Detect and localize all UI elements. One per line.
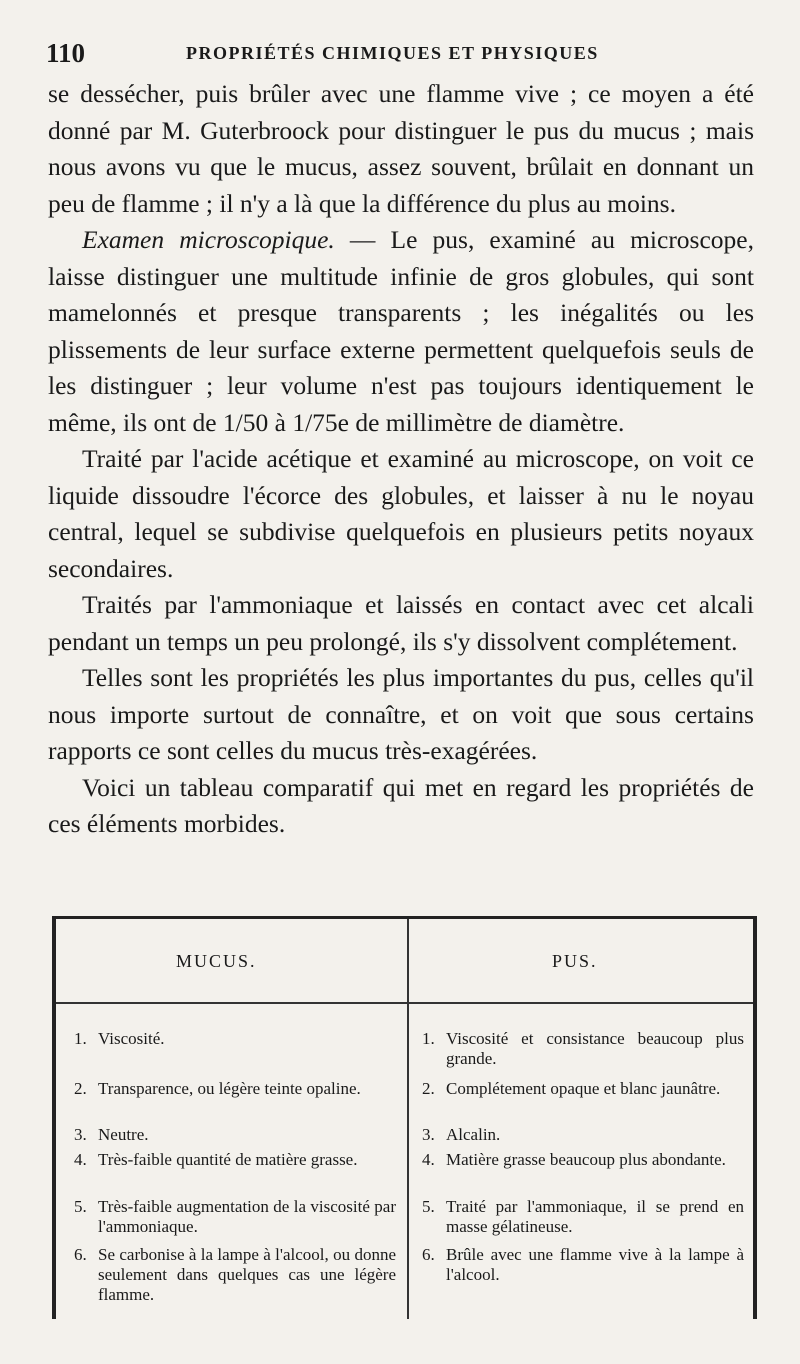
page-number: 110	[46, 38, 86, 68]
row-number: 6.	[74, 1245, 87, 1264]
row-number: 6.	[422, 1245, 435, 1264]
row-number: 2.	[422, 1079, 435, 1098]
table-row	[422, 1197, 744, 1237]
table-row	[422, 1125, 744, 1145]
paragraph-3: Traité par l'acide acétique et examiné au microscope, on voit ce liquide dissoudre l'écorce des globules, et laisser à nu le noyau central, lequel se subdivise quelquefois en plusieurs petits noyaux secondaires.	[48, 444, 754, 583]
body-text	[48, 76, 754, 843]
header-pus: PUS.	[552, 951, 598, 971]
row-text: Neutre.	[98, 1125, 149, 1144]
table-row	[422, 1029, 744, 1069]
row-text: Viscosité.	[98, 1029, 165, 1048]
comparison-table	[52, 916, 757, 1319]
row-number: 3.	[422, 1125, 435, 1144]
table-row	[74, 1197, 396, 1237]
row-text: Matière grasse beaucoup plus abondante.	[446, 1150, 726, 1169]
row-number: 1.	[422, 1029, 435, 1048]
row-number: 3.	[74, 1125, 87, 1144]
row-text: Brûle avec une flamme vive à la lampe à l'alcool.	[446, 1245, 744, 1284]
header-rule	[56, 1002, 753, 1004]
section-heading: Examen microscopique.	[82, 225, 335, 254]
table-row	[74, 1150, 396, 1170]
row-text: Traité par l'ammoniaque, il se prend en masse gélatineuse.	[446, 1197, 744, 1236]
running-head: PROPRIÉTÉS CHIMIQUES ET PHYSIQUES	[186, 43, 599, 63]
header-mucus: MUCUS.	[176, 951, 257, 971]
row-text: Très-faible augmentation de la viscosité par l'ammoniaque.	[98, 1197, 396, 1236]
row-number: 4.	[422, 1150, 435, 1169]
row-text: Se carbonise à la lampe à l'alcool, ou donne seulement dans quelques cas une légère flamme.	[98, 1245, 396, 1304]
page-header	[46, 38, 752, 72]
row-text: Très-faible quantité de matière grasse.	[98, 1150, 358, 1169]
row-text: Alcalin.	[446, 1125, 501, 1144]
row-text: Complétement opaque et blanc jaunâtre.	[446, 1079, 721, 1098]
row-number: 5.	[74, 1197, 87, 1216]
paragraph-2	[48, 222, 754, 441]
column-divider	[407, 919, 409, 1319]
paragraph-6: Voici un tableau comparatif qui met en regard les propriétés de ces éléments morbides.	[48, 772, 754, 838]
row-number: 1.	[74, 1029, 87, 1048]
table-row	[74, 1125, 396, 1145]
table-row	[422, 1150, 744, 1170]
paragraph-4: Traités par l'ammoniaque et laissés en contact avec cet alcali pendant un temps un peu prolongé, ils s'y dissolvent complétement.	[48, 590, 754, 656]
table-row	[422, 1079, 744, 1099]
row-text: Viscosité et consistance beaucoup plus grande.	[446, 1029, 744, 1068]
table-row	[74, 1029, 396, 1049]
row-number: 2.	[74, 1079, 87, 1098]
paragraph-1: se dessécher, puis brûler avec une flamme vive ; ce moyen a été donné par M. Guterbroock pour distinguer le pus du mucus ; mais nous avons vu que le mucus, assez souvent, brûlait en donnant un peu de flamme ; il n'y a là que la différence du plus au moins.	[48, 79, 754, 218]
row-text: Transparence, ou légère teinte opaline.	[98, 1079, 361, 1098]
table-row	[74, 1079, 396, 1099]
table-row	[422, 1245, 744, 1285]
paragraph-2-text: — Le pus, examiné au microscope, laisse distinguer une multitude infinie de gros globules, qui sont mamelonnés et presque transparents ; les inégalités ou les plissements de leur surface externe permettent quelquefois seuls de les distinguer ; leur volume n'est pas toujours identiquement le même, ils ont de 1/50 à 1/75e de millimètre de diamètre.	[48, 225, 754, 437]
row-number: 4.	[74, 1150, 87, 1169]
table-row	[74, 1245, 396, 1305]
paragraph-5: Telles sont les propriétés les plus importantes du pus, celles qu'il nous importe surtout de connaître, et on voit que sous certains rapports ce sont celles du mucus très-exagérées.	[48, 663, 754, 765]
row-number: 5.	[422, 1197, 435, 1216]
